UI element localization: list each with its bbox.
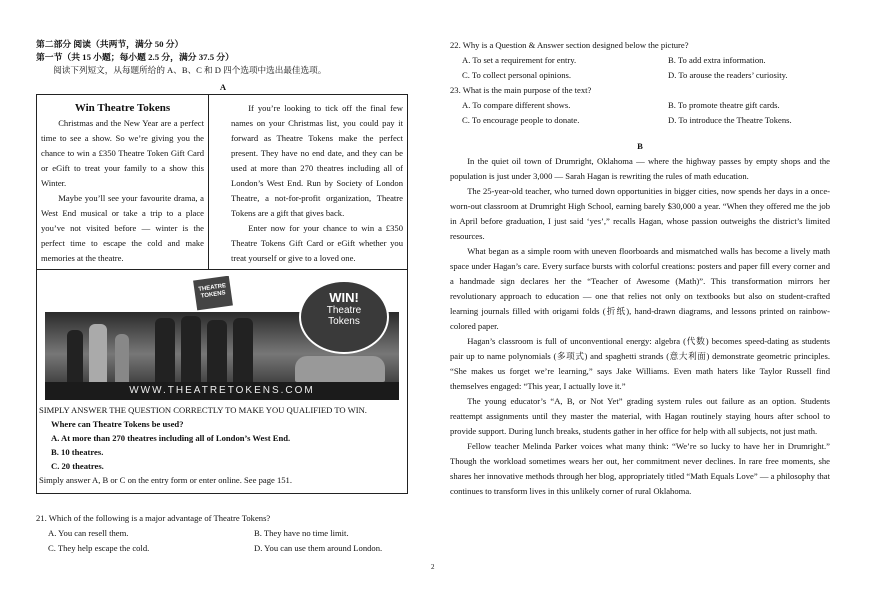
contest-footer: Simply answer A, B or C on the entry form or enter online. See page 151. (39, 475, 292, 485)
option: D. To introduce the Theatre Tokens. (668, 115, 792, 125)
page-number: 2 (431, 563, 435, 571)
question-options (450, 98, 830, 128)
passage-a-title: Win Theatre Tokens (74, 102, 171, 114)
performer-figure (207, 320, 227, 382)
simply-answer: SIMPLY ANSWER THE QUESTION CORRECTLY TO MAKE YOU QUALIFIED TO WIN. (39, 405, 367, 415)
passage-b-para: Fellow teacher Melinda Parker voices what many think: “We’re so lucky to have her in Drumright.” Though the workload sometimes wears her out, her commitment never declines. In rare free moments, she shares her innovative methods through her blog, appropriately titled “Math Equals Love” — a philosophy that continues to transform lives in this unlikely corner of rural Oklahoma. (450, 441, 830, 496)
option: C. To collect personal opinions. (462, 70, 572, 80)
performer-figure (115, 334, 129, 382)
section-title: 第二部分 阅读（共两节，满分 50 分） (36, 39, 184, 49)
passage-b-para: Hagan’s classroom is full of unconventional energy: algebra (代数) becomes speed-dating as students pair up to name polynomials (多项式) and spaghetti strands (意大利面) demonstrate geometric principles. “She makes us forget we’re learning,” says Jake Williams. Even math haters like Taylor Russell find themselves engaged: “This year, I actually love it.” (450, 336, 830, 391)
option: D. To arouse the readers’ curiosity. (668, 70, 788, 80)
passage-b-para: What began as a simple room with uneven floorboards and mismatched walls has become a lively math space under Hagan’s care. Every surface bursts with colorful creations: posters and paper fill every corner and a handmade sign declares her the “Teacher of Awesome (Math)”. This transformation mirrors her revolutionary approach to education — one that relies not only on textbooks but also on student-crafted learning journals filled with origami folds (折纸), hand-drawn diagrams, and lessons printed on rainbow-colored paper. (450, 246, 830, 331)
question-options (450, 53, 830, 83)
option: C. They help escape the cold. (48, 543, 150, 553)
option: A. To compare different shows. (462, 100, 571, 110)
option: A. You can resell them. (48, 528, 129, 538)
question-stem: 21. Which of the following is a major advantage of Theatre Tokens? (36, 513, 271, 523)
passage-a-left-para: Christmas and the New Year are a perfect time to see a show. So we’re giving you the chance to win a £350 Theatre Token Gift Card or eGift to treat your family to a show this Winter. (41, 118, 204, 188)
passage-b-label: B (637, 141, 643, 151)
passage-a-left-para: Maybe you’ll see your favourite drama, a West End musical or take a trip to a place you’ve not visited before — winter is the perfect time to escape the cold and make memories at the theatre. (41, 193, 204, 263)
left-column (36, 38, 408, 77)
car-prop (295, 356, 385, 382)
option: B. They have no time limit. (254, 528, 349, 538)
theatre-ad-image (45, 276, 399, 400)
win-sub-text: Tokens (328, 316, 360, 327)
passage-a-left-cell (37, 95, 209, 269)
performer-figure (233, 318, 253, 382)
contest-question: Where can Theatre Tokens be used? (51, 419, 184, 429)
win-text: WIN! (329, 290, 359, 305)
option: C. To encourage people to donate. (462, 115, 580, 125)
contest-option: A. At more than 270 theatres including all of London’s West End. (51, 433, 291, 443)
ad-url: WWW.THEATRETOKENS.COM (45, 382, 399, 400)
win-sub-text: Theatre (326, 305, 362, 316)
question-21 (36, 511, 408, 556)
theatre-tokens-badge: THEATRE TOKENS (193, 276, 233, 310)
passage-a-label: A (219, 82, 227, 92)
passage-a-right-para: Enter now for your chance to win a £350 Theatre Tokens Gift Card or eGift whether you treat yourself or give to a loved one. (231, 223, 403, 263)
passage-a-right-cell (209, 95, 407, 269)
instruction: 阅读下列短文，从每题所给的 A、B、C 和 D 四个选项中选出最佳选项。 (53, 65, 327, 75)
passage-b-para: In the quiet oil town of Drumright, Oklahoma — where the highway passes by empty shops and the population is just under 3,000 — Sarah Hagan is rewriting the rules of math education. (450, 156, 830, 181)
performer-figure (181, 316, 201, 382)
section1-title: 第一节（共 15 小题；每小题 2.5 分，满分 37.5 分） (36, 52, 234, 62)
contest-section (37, 403, 409, 487)
option: D. You can use them around London. (254, 543, 383, 553)
passage-a-box (36, 82, 408, 494)
contest-option: B. 10 theatres. (51, 447, 104, 457)
performer-figure (155, 318, 175, 382)
performer-figure (89, 324, 107, 382)
contest-option: C. 20 theatres. (51, 461, 104, 471)
passage-a-right-para: If you’re looking to tick off the final few names on your Christmas list, you could pay it forward as Theatre Tokens make the perfect present. They have no end date, and they can be used at more than 270 theatres including all of London’s West End. Run by Society of London Theatre, a not-for-profit organization, Theatre Tokens are a gift that gives back. (231, 103, 403, 218)
performer-figure (67, 330, 83, 382)
win-bubble (299, 280, 389, 354)
passage-b-para: The 25-year-old teacher, who turned down opportunities in bigger cities, now spends her days in a once-worn-out classroom at Drumright High School, earning barely $30,000 a year. “When they offered me the job in April before graduation, I just said ‘yes’,” recalls Hagan, whose passion outweighs the district’s limited resources. (450, 186, 830, 241)
question-stem: 22. Why is a Question & Answer section designed below the picture? (450, 40, 689, 50)
passage-b-para: The young educator’s “A, B, or Not Yet” grading system rules out failure as an option. Students reattempt assignments until they master the material, with Hagan routinely staying hours after school to provide support. During lunch breaks, students gather in her office for help with all subjects, not just math. (450, 396, 830, 436)
question-stem: 23. What is the main purpose of the text? (450, 85, 592, 95)
option: B. To promote theatre gift cards. (668, 100, 780, 110)
option: B. To add extra information. (668, 55, 766, 65)
right-column (450, 38, 830, 499)
passage-a-text-area (37, 95, 407, 270)
option: A. To set a requirement for entry. (462, 55, 577, 65)
question-options (36, 526, 408, 556)
